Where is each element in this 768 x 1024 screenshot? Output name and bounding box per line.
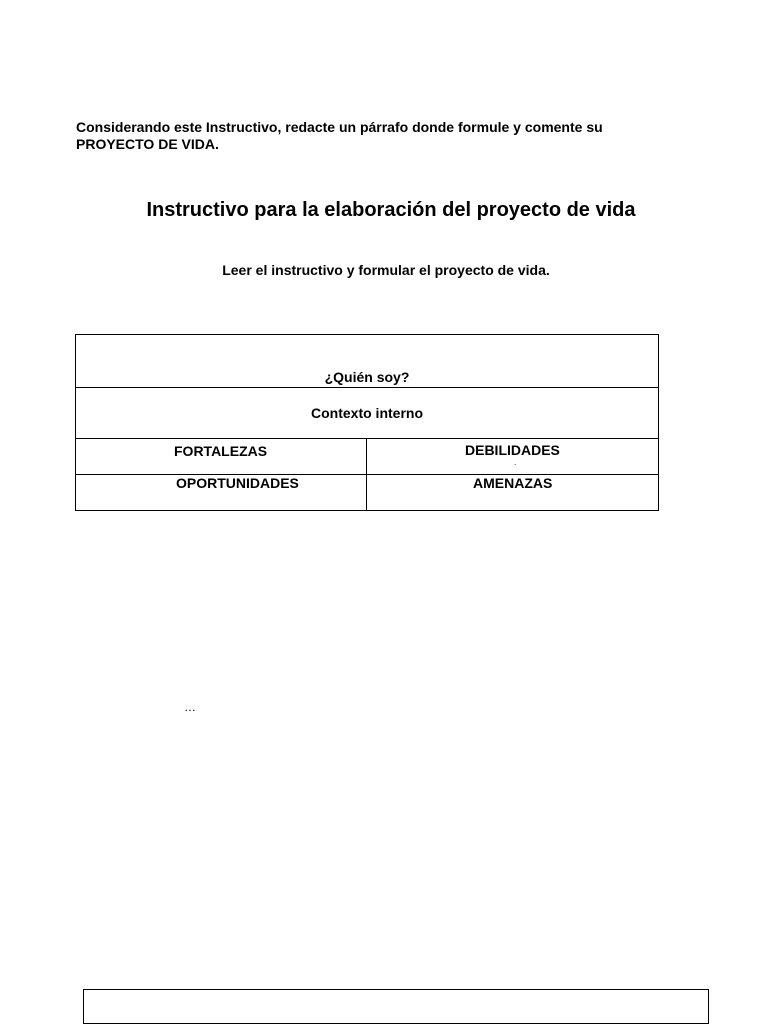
column-divider bbox=[366, 439, 367, 474]
quien-soy-heading: ¿Quién soy? bbox=[324, 369, 410, 385]
weaknesses-cell: DEBILIDADES bbox=[465, 442, 560, 458]
instruction-paragraph: Considerando este Instructivo, redacte un párrafo donde formule y comente su PROYECTO DE VIDA. bbox=[76, 119, 603, 152]
table-row-quien bbox=[76, 335, 658, 388]
stray-dot: . bbox=[514, 458, 517, 467]
table-row-contexto bbox=[76, 388, 658, 439]
document-subtitle: Leer el instructivo y formular el proyecto de vida. bbox=[222, 262, 550, 278]
column-divider bbox=[366, 475, 367, 510]
bottom-text-box bbox=[83, 989, 709, 1024]
ellipsis-mark: … bbox=[184, 700, 196, 714]
table-row-strengths-weaknesses bbox=[76, 439, 658, 475]
contexto-interno-heading: Contexto interno bbox=[311, 405, 423, 421]
strengths-cell: FORTALEZAS bbox=[174, 443, 268, 459]
opportunities-cell: OPORTUNIDADES bbox=[176, 475, 299, 491]
document-title: Instructivo para la elaboración del proyecto de vida bbox=[146, 199, 636, 221]
swot-table bbox=[75, 334, 659, 511]
table-row-opportunities-threats bbox=[76, 475, 658, 510]
threats-cell: AMENAZAS bbox=[473, 475, 553, 491]
